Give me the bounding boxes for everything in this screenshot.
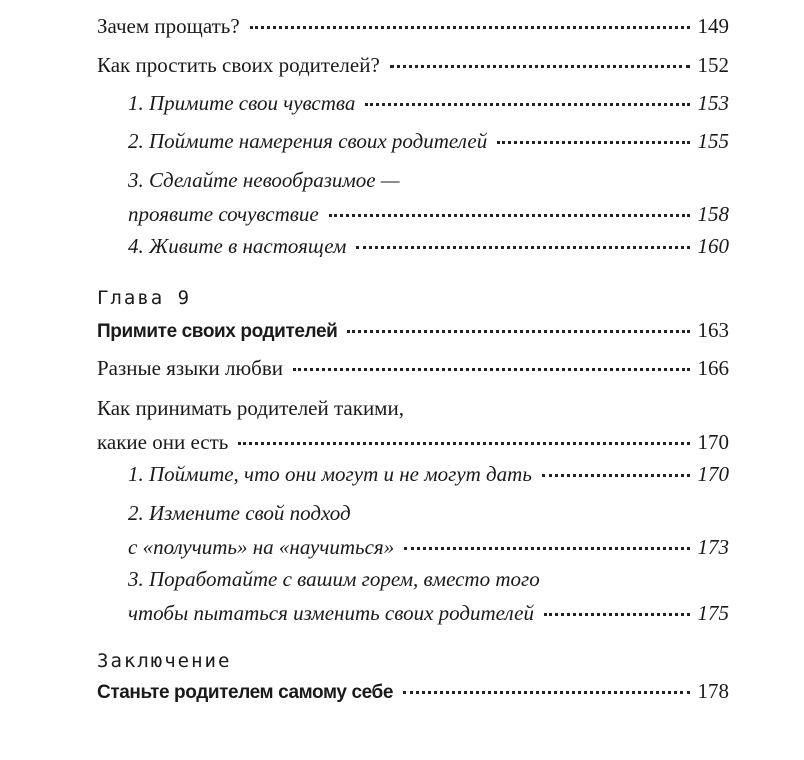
toc-entry-title: Разные языки любви bbox=[97, 356, 283, 380]
toc-subentry bbox=[128, 90, 729, 116]
toc-subentry bbox=[128, 566, 729, 626]
toc-page-number: 152 bbox=[697, 53, 729, 77]
toc-entry bbox=[97, 395, 729, 455]
toc-page-number: 149 bbox=[697, 14, 729, 38]
toc-page-number: 178 bbox=[697, 679, 729, 703]
toc-page-number: 160 bbox=[697, 234, 729, 258]
toc-page-number: 153 bbox=[697, 91, 729, 115]
toc-subentry bbox=[128, 128, 729, 154]
toc-entry-title: Зачем прощать? bbox=[97, 14, 240, 38]
toc-entry-title: проявите сочувствие bbox=[128, 202, 319, 226]
toc-entry bbox=[97, 355, 729, 381]
toc-chapter-title bbox=[97, 317, 729, 343]
dot-leader bbox=[329, 214, 690, 217]
dot-leader bbox=[544, 613, 690, 616]
chapter-label: Глава 9 bbox=[97, 287, 192, 309]
dot-leader bbox=[365, 103, 689, 106]
toc-entry-title-line: 3. Сделайте невообразимое — bbox=[128, 168, 400, 192]
toc-page-number: 173 bbox=[697, 535, 729, 559]
toc-entry-title: Примите своих родителей bbox=[97, 321, 338, 342]
toc-entry bbox=[97, 52, 729, 78]
dot-leader bbox=[238, 442, 689, 445]
dot-leader bbox=[403, 691, 689, 694]
toc-entry-title: Станьте родителем самому себе bbox=[97, 682, 394, 703]
toc-entry-title: какие они есть bbox=[97, 430, 229, 454]
toc-entry-title: 1. Примите свои чувства bbox=[128, 91, 356, 115]
toc-entry bbox=[97, 13, 729, 39]
toc-chapter-title bbox=[97, 678, 729, 704]
toc-page-number: 155 bbox=[697, 129, 729, 153]
toc-entry-title: Как простить своих родителей? bbox=[97, 53, 380, 77]
toc-page-number: 170 bbox=[697, 430, 729, 454]
conclusion-label: Заключение bbox=[97, 650, 232, 672]
dot-leader bbox=[404, 547, 689, 550]
toc-subentry bbox=[128, 167, 729, 227]
dot-leader bbox=[390, 65, 690, 68]
toc-page-number: 158 bbox=[697, 202, 729, 226]
toc-entry-title-line: 3. Поработайте с вашим горем, вместо того bbox=[128, 567, 540, 591]
dot-leader bbox=[356, 246, 689, 249]
toc-entry-title: чтобы пытаться изменить своих родителей bbox=[128, 601, 534, 625]
toc-entry-title-line: 2. Измените свой подход bbox=[128, 501, 351, 525]
toc-subentry bbox=[128, 233, 729, 259]
toc-page-number: 166 bbox=[697, 356, 729, 380]
dot-leader bbox=[293, 368, 690, 371]
dot-leader bbox=[497, 141, 689, 144]
toc-page-number: 163 bbox=[697, 318, 729, 342]
toc-page-number: 175 bbox=[697, 601, 729, 625]
toc-subentry bbox=[128, 461, 729, 487]
toc-subentry bbox=[128, 500, 729, 560]
toc-page-number: 170 bbox=[697, 462, 729, 486]
dot-leader bbox=[347, 330, 689, 333]
dot-leader bbox=[250, 26, 690, 29]
toc-entry-title: 2. Поймите намерения своих родителей bbox=[128, 129, 488, 153]
toc-entry-title: с «получить» на «научиться» bbox=[128, 535, 395, 559]
toc-entry-title: 4. Живите в настоящем bbox=[128, 234, 347, 258]
toc-entry-title-line: Как принимать родителей такими, bbox=[97, 396, 404, 420]
dot-leader bbox=[542, 474, 690, 477]
toc-entry-title: 1. Поймите, что они могут и не могут дать bbox=[128, 462, 532, 486]
